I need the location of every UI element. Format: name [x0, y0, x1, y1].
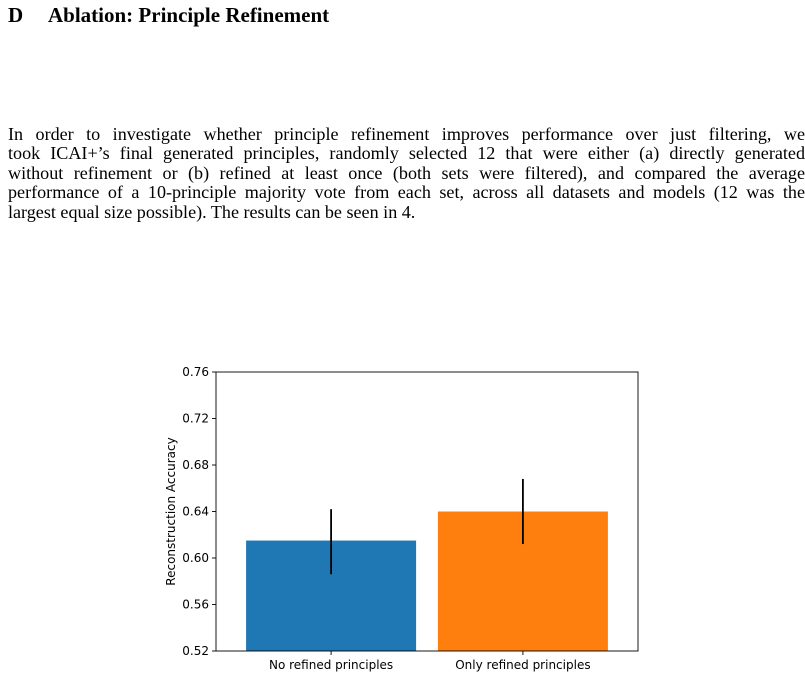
x-tick-label: No refined principles: [269, 658, 394, 672]
paragraph-line: took ICAI+’s final generated principles, randomly selected 12 that were either (a) directly generated: [8, 143, 805, 164]
y-tick-label: 0.60: [182, 551, 209, 565]
y-tick-label: 0.76: [182, 365, 209, 379]
section-number: D: [8, 3, 24, 27]
section-title: Ablation: Principle Refinement: [48, 3, 330, 27]
y-tick-label: 0.56: [182, 597, 209, 612]
y-tick-label: 0.72: [182, 411, 209, 426]
paragraph-line: In order to investigate whether principle refinement improves performance over just filtering, we: [8, 124, 805, 144]
paragraph-line: performance of a 10-principle majority vote from each set, across all datasets and models (12 was the: [8, 182, 805, 203]
paragraph-line: largest equal size possible). The results can be seen in 4.: [8, 201, 416, 222]
paragraph-line: without refinement or (b) refined at least once (both sets were filtered), and compared the average: [8, 162, 805, 183]
y-tick-label: 0.52: [182, 644, 209, 658]
y-axis-label: Reconstruction Accuracy: [164, 437, 178, 586]
x-tick-label: Only refined principles: [455, 658, 591, 672]
y-tick-label: 0.64: [182, 504, 209, 519]
y-tick-label: 0.68: [182, 458, 209, 472]
